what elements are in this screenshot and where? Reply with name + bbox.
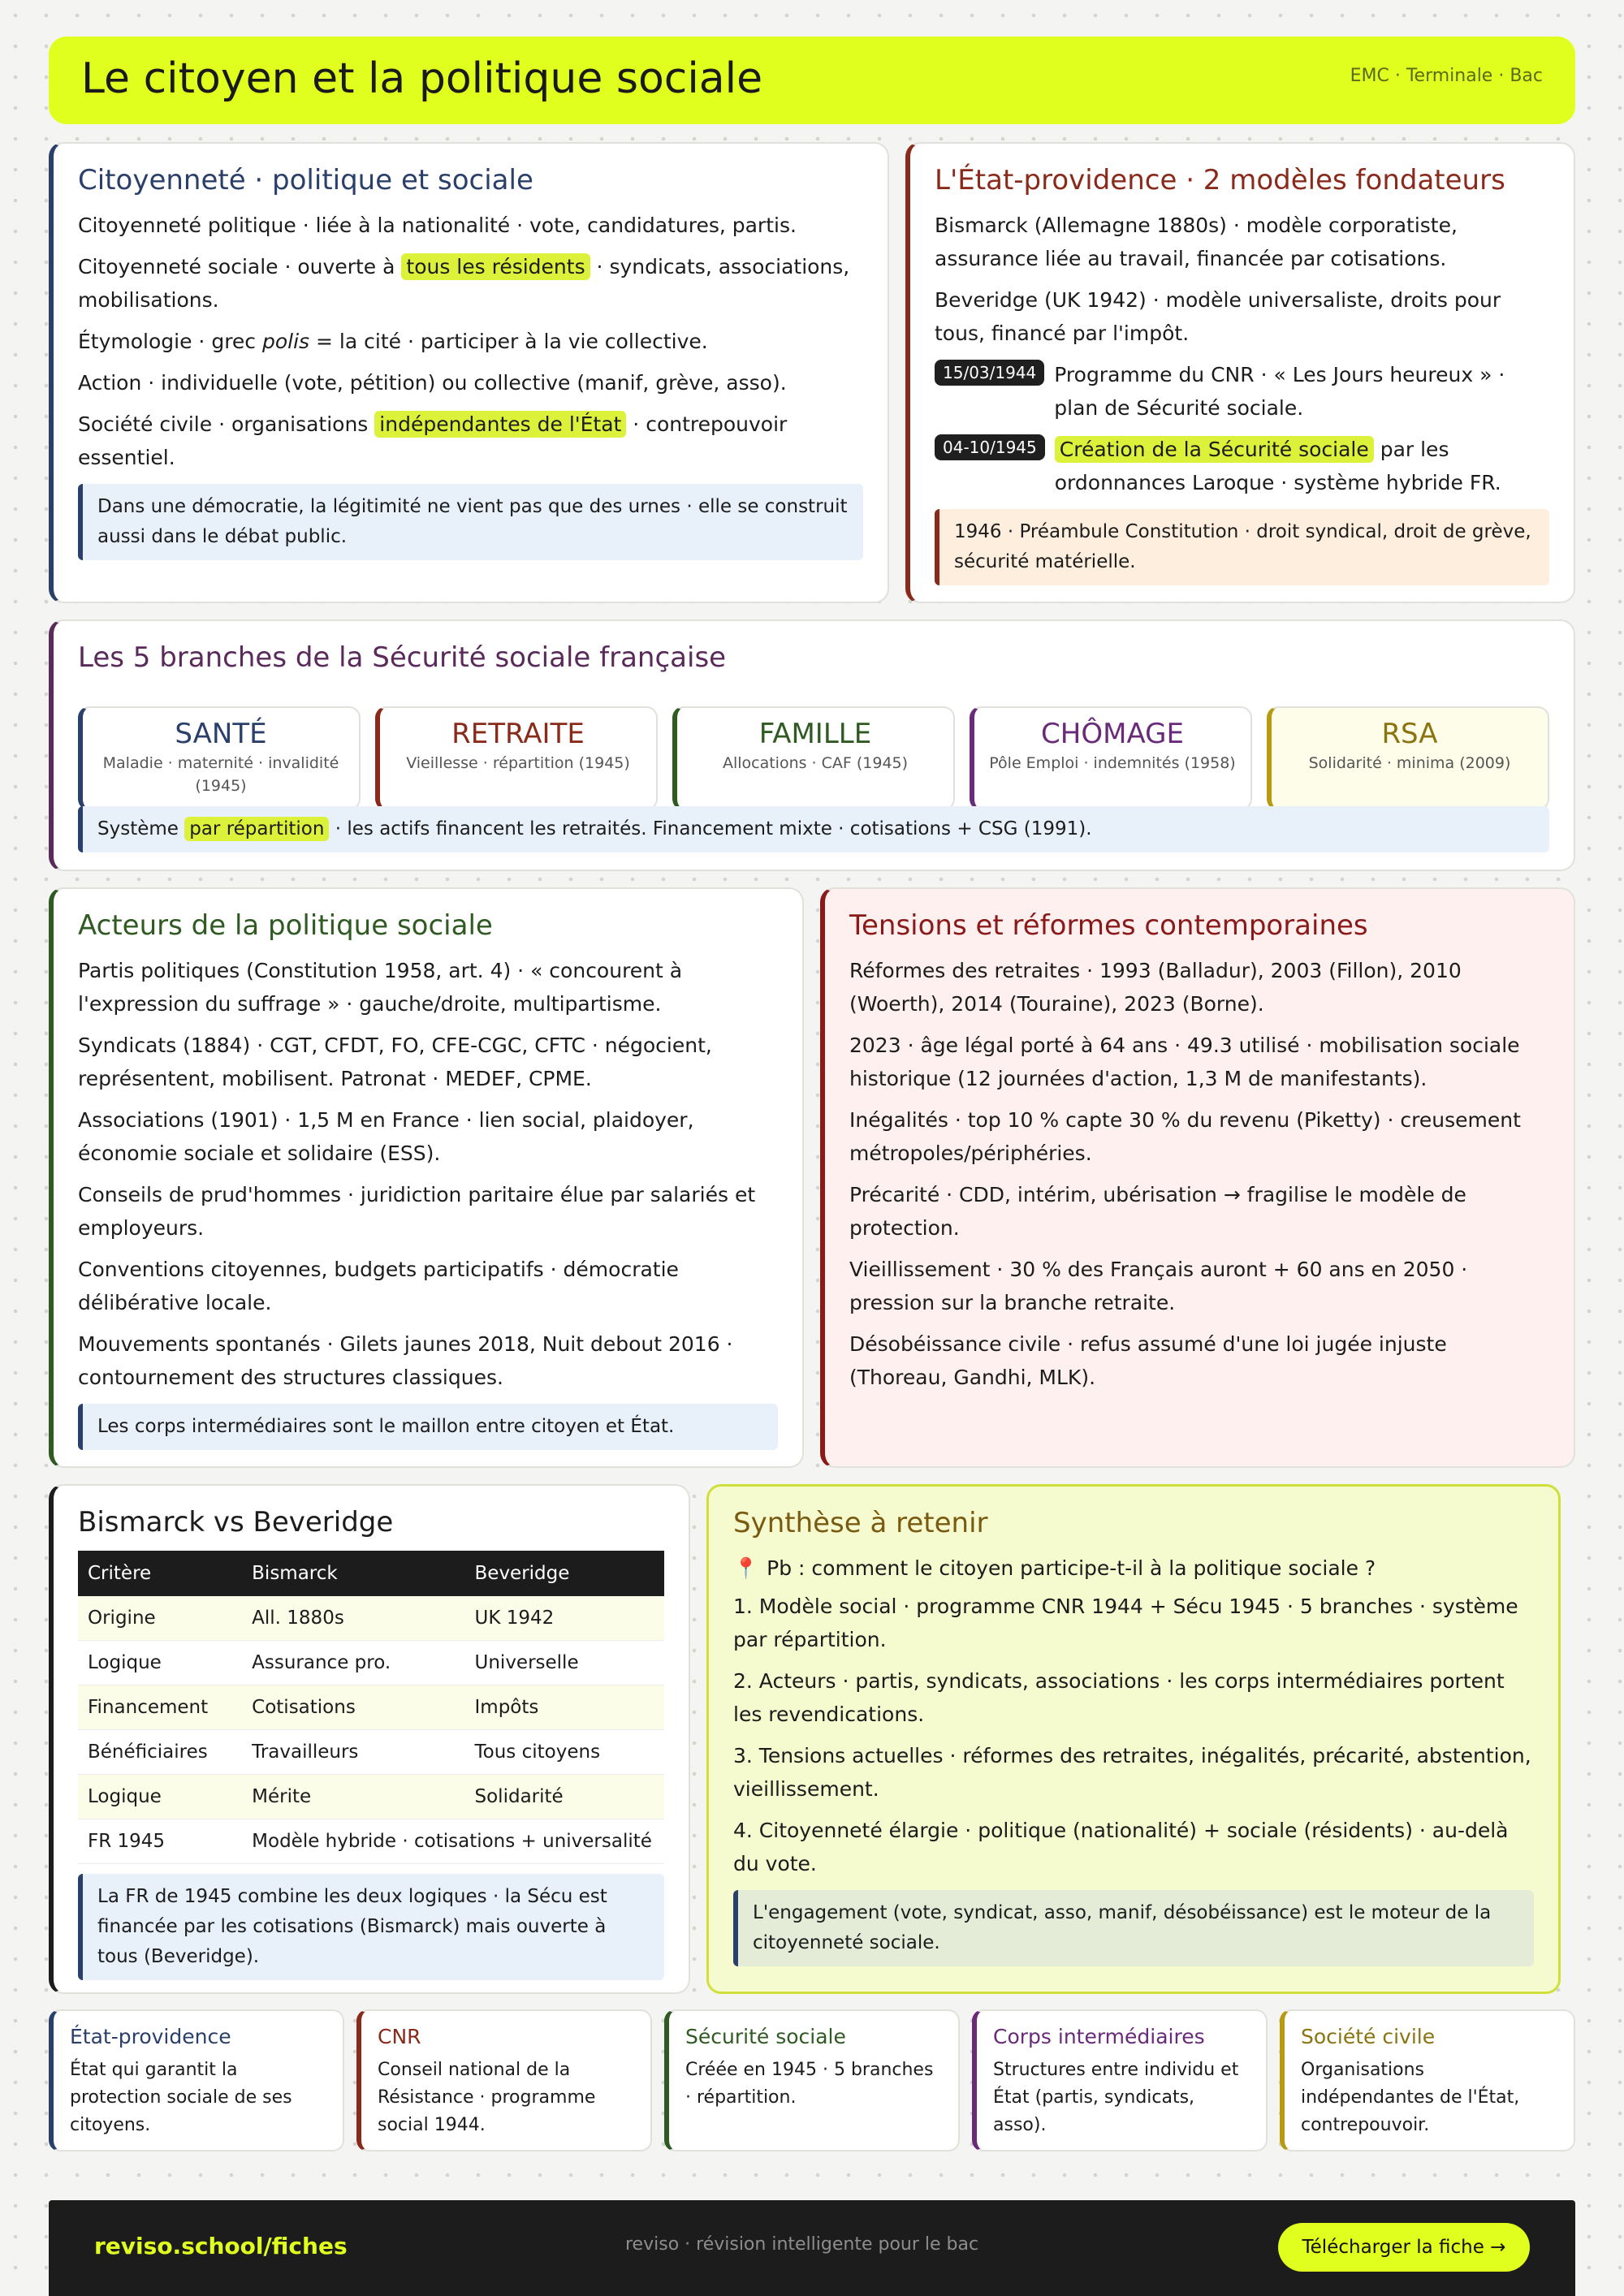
footer-brand-link[interactable]: reviso.school/fiches [94,2233,348,2259]
acteurs-item: Partis politiques (Constitution 1958, art. 4) · « concourent à l'expression du suffrage » · gauche/droite, multipartisme. [78,959,683,1016]
glossary-card: État-providence État qui garantit la protection sociale de ses citoyens. [49,2009,344,2151]
comparison-table: Critère Bismarck Beveridge Origine All. 1880s UK 1942 Logique Assurance pro. Universelle Financement Cotisations Impôts Bénéficiaires Travailleurs Tous citoyens Logique Mérite Solidarité FR 1945 Modèle hybride · cotisations + universalité [78,1551,664,1864]
citoyennete-note: Dans une démocratie, la légitimité ne vient pas que des urnes · elle se construit aussi dans le débat public. [78,484,863,560]
date-badge: 15/03/1944 [935,360,1044,386]
download-button[interactable]: Télécharger la fiche → [1278,2223,1530,2272]
tensions-item: Inégalités · top 10 % capte 30 % du revenu (Piketty) · creusement métropoles/périphéries. [849,1108,1521,1165]
synthese-item: 2. Acteurs · partis, syndicats, associations · les corps intermédiaires portent les revendications. [733,1669,1505,1726]
glossary-card: CNR Conseil national de la Résistance · programme social 1944. [356,2009,652,2151]
synthese-card [706,1484,1561,1994]
pin-icon: 📍 [733,1556,759,1580]
etat-providence-note: 1946 · Préambule Constitution · droit syndical, droit de grève, sécurité matérielle. [935,509,1549,585]
etat-providence-item: Bismarck (Allemagne 1880s) · modèle corporatiste, assurance liée au travail, financée par cotisations. [935,214,1458,270]
citoyennete-item: Action · individuelle (vote, pétition) ou collective (manif, grève, asso). [78,371,787,395]
secu-note: Système par répartition · les actifs financent les retraités. Financement mixte · cotisations + CSG (1991). [78,806,1549,852]
etat-providence-title: L'État-providence · 2 modèles fondateurs [935,164,1505,196]
branch-rsa: RSA Solidarité · minima (2009) [1267,706,1549,810]
citoyennete-card [49,142,889,603]
acteurs-note: Les corps intermédiaires sont le maillon entre citoyen et État. [78,1404,778,1450]
table-row: Origine All. 1880s UK 1942 [78,1596,664,1641]
date-row: 04-10/1945 Création de la Sécurité sociale par les ordonnances Laroque · système hybride FR. [935,433,1549,499]
tensions-card [820,887,1575,1468]
acteurs-card [49,887,804,1468]
etat-providence-item: Beveridge (UK 1942) · modèle universaliste, droits pour tous, financé par l'impôt. [935,288,1501,345]
glossary-card: Sécurité sociale Créée en 1945 · 5 branches · répartition. [664,2009,960,2151]
tensions-title: Tensions et réformes contemporaines [849,909,1368,942]
citoyennete-item: Étymologie · grec polis = la cité · participer à la vie collective. [78,330,708,353]
acteurs-item: Conventions citoyennes, budgets participatifs · démocratie délibérative locale. [78,1258,679,1314]
table-row: Logique Assurance pro. Universelle [78,1641,664,1685]
glossary-card: Corps intermédiaires Structures entre individu et État (partis, syndicats, asso). [972,2009,1268,2151]
secu-card [49,619,1575,871]
tensions-item: Désobéissance civile · refus assumé d'une loi jugée injuste (Thoreau, Gandhi, MLK). [849,1332,1447,1389]
acteurs-item: Mouvements spontanés · Gilets jaunes 2018, Nuit debout 2016 · contournement des structures classiques. [78,1332,733,1389]
synthese-item: 1. Modèle social · programme CNR 1944 + Sécu 1945 · 5 branches · système par répartition. [733,1595,1518,1651]
branch-sante: SANTÉ Maladie · maternité · invalidité (1945) [78,706,361,810]
table-row: Logique Mérite Solidarité [78,1775,664,1819]
footer [49,2200,1575,2296]
date-badge: 04-10/1945 [935,434,1045,460]
branch-famille: FAMILLE Allocations · CAF (1945) [672,706,955,810]
comparaison-note: La FR de 1945 combine les deux logiques · la Sécu est financée par les cotisations (Bismarck) mais ouverte à tous (Beveridge). [78,1874,664,1980]
branch-chomage: CHÔMAGE Pôle Emploi · indemnités (1958) [970,706,1252,810]
date-row: 15/03/1944 Programme du CNR · « Les Jours heureux » · plan de Sécurité sociale. [935,358,1549,425]
synthese-title: Synthèse à retenir [733,1507,988,1539]
table-row: Financement Cotisations Impôts [78,1685,664,1730]
tensions-item: Précarité · CDD, intérim, ubérisation → fragilise le modèle de protection. [849,1183,1466,1240]
synthese-pb: 📍 Pb : comment le citoyen participe-t-il à la politique sociale ? [733,1556,1376,1580]
tensions-item: Vieillissement · 30 % des Français auront + 60 ans en 2050 · pression sur la branche retraite. [849,1258,1468,1314]
citoyennete-item: Société civile · organisations indépendantes de l'État · contrepouvoir essentiel. [78,412,788,469]
header-tags: EMC · Terminale · Bac [1350,66,1543,86]
table-row: FR 1945 Modèle hybride · cotisations + universalité [78,1819,664,1864]
table-row: Bénéficiaires Travailleurs Tous citoyens [78,1730,664,1775]
citoyennete-item: Citoyenneté politique · liée à la nationalité · vote, candidatures, partis. [78,214,797,237]
branch-retraite: RETRAITE Vieillesse · répartition (1945) [375,706,658,810]
synthese-item: 3. Tensions actuelles · réformes des retraites, inégalités, précarité, abstention, vieillissement. [733,1744,1531,1801]
tensions-item: 2023 · âge légal porté à 64 ans · 49.3 utilisé · mobilisation sociale historique (12 journées d'action, 1,3 M de manifestants). [849,1034,1520,1090]
synthese-note: L'engagement (vote, syndicat, asso, manif, désobéissance) est le moteur de la citoyenneté sociale. [733,1890,1534,1966]
comparaison-title: Bismarck vs Beveridge [78,1506,394,1539]
acteurs-item: Conseils de prud'hommes · juridiction paritaire élue par salariés et employeurs. [78,1183,756,1240]
tensions-item: Réformes des retraites · 1993 (Balladur), 2003 (Fillon), 2010 (Woerth), 2014 (Touraine), 2023 (Borne). [849,959,1462,1016]
citoyennete-item: Citoyenneté sociale · ouverte à tous les résidents · syndicats, associations, mobilisations. [78,255,850,312]
acteurs-item: Associations (1901) · 1,5 M en France · lien social, plaidoyer, économie sociale et solidaire (ESS). [78,1108,694,1165]
synthese-item: 4. Citoyenneté élargie · politique (nationalité) + sociale (résidents) · au-delà du vote. [733,1819,1509,1875]
acteurs-item: Syndicats (1884) · CGT, CFDT, FO, CFE-CGC, CFTC · négocient, représentent, mobilisent. Patronat · MEDEF, CPME. [78,1034,712,1090]
glossary-card: Société civile Organisations indépendantes de l'État, contrepouvoir. [1280,2009,1575,2151]
header-banner [49,37,1575,124]
page-title: Le citoyen et la politique sociale [81,54,763,103]
etat-providence-card [905,142,1575,603]
acteurs-title: Acteurs de la politique sociale [78,909,493,942]
comparaison-card [49,1484,690,1994]
secu-title: Les 5 branches de la Sécurité sociale française [78,641,727,674]
citoyennete-title: Citoyenneté · politique et sociale [78,164,533,196]
footer-tagline: reviso · révision intelligente pour le bac [625,2234,979,2255]
